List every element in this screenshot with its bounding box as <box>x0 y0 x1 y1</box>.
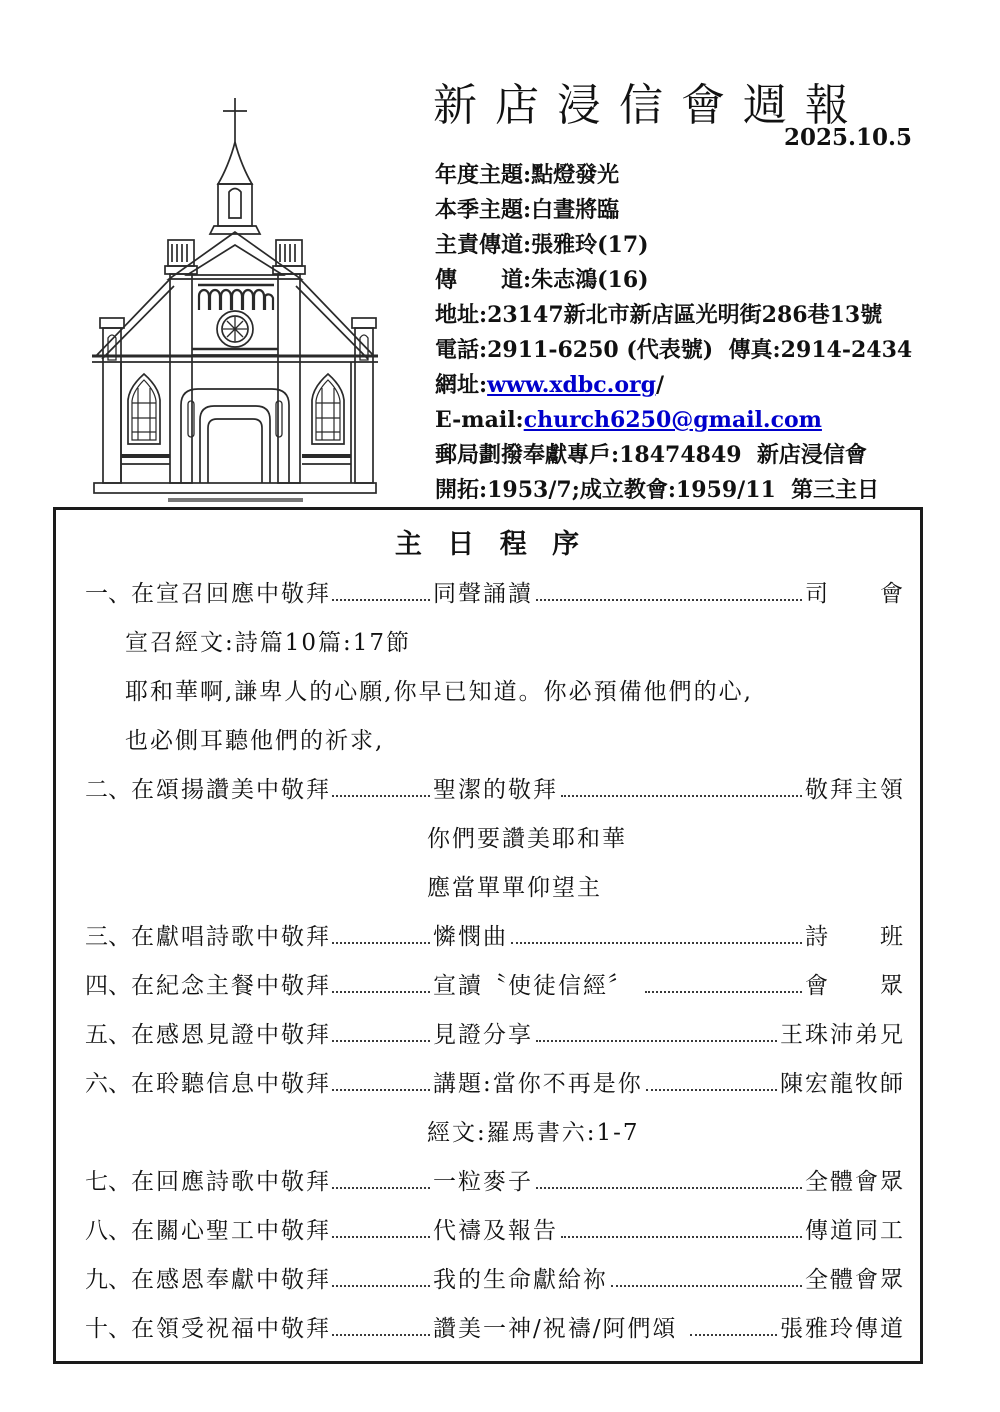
row-content: 我的生命獻給祢 <box>433 1267 608 1293</box>
row-left <box>131 766 433 815</box>
row-item: 在感恩見證中敬拜 <box>131 1022 331 1048</box>
row-left <box>131 913 433 962</box>
row-number: 五、 <box>85 1022 131 1048</box>
church-illustration-svg <box>58 88 420 510</box>
dot-leader <box>561 795 802 797</box>
row-content: 講題:當你不再是你 <box>433 1071 643 1097</box>
program-subline: 經文:羅馬書六:1-7 <box>427 1120 640 1146</box>
dot-leader <box>536 599 802 601</box>
info-label: 本季主題:白晝將臨 <box>435 197 620 223</box>
info-label: 地址:23147新北市新店區光明街286巷13號 <box>435 302 883 328</box>
program-subline: 應當單單仰望主 <box>427 875 602 901</box>
row-number: 七、 <box>85 1169 131 1195</box>
row-content: 見證分享 <box>433 1022 533 1048</box>
church-illustration <box>58 88 420 510</box>
info-line <box>435 333 975 368</box>
info-label: 網址: <box>435 372 488 398</box>
dot-leader <box>645 991 802 993</box>
program-title: 主 日 程 序 <box>394 529 588 560</box>
row-number: 四、 <box>85 973 131 999</box>
program-row <box>85 1305 905 1354</box>
info-line <box>435 228 975 263</box>
row-item: 在聆聽信息中敬拜 <box>131 1071 331 1097</box>
dot-leader <box>332 1040 430 1042</box>
info-link[interactable]: church6250@gmail.com <box>523 407 822 433</box>
program-row <box>85 1207 905 1256</box>
program-lines <box>85 570 905 1354</box>
program-row <box>85 1256 905 1305</box>
row-content: 憐憫曲 <box>433 924 508 950</box>
program-box <box>53 507 923 1364</box>
info-label: 年度主題:點燈發光 <box>435 162 620 188</box>
info-line <box>435 403 975 438</box>
info-label: 開拓:1953/7;成立教會:1959/11 第三主日 <box>435 477 880 503</box>
dot-leader <box>332 599 430 601</box>
row-number: 三、 <box>85 924 131 950</box>
dot-leader <box>332 1236 430 1238</box>
dot-leader <box>536 1040 777 1042</box>
dot-leader <box>646 1089 777 1091</box>
info-label: 電話:2911-6250 (代表號) 傳真:2914-2434 <box>435 337 913 363</box>
row-person: 會 眾 <box>805 973 905 999</box>
program-row <box>85 570 905 619</box>
info-line <box>435 368 975 403</box>
row-number: 十、 <box>85 1316 131 1342</box>
issue-date: 2025.10.5 <box>783 124 912 151</box>
info-label: E-mail: <box>435 407 524 433</box>
row-person: 全體會眾 <box>805 1267 905 1293</box>
dot-leader <box>690 1334 777 1336</box>
info-line <box>435 193 975 228</box>
dot-leader <box>511 942 802 944</box>
row-item: 在感恩奉獻中敬拜 <box>131 1267 331 1293</box>
row-item: 在回應詩歌中敬拜 <box>131 1169 331 1195</box>
dot-leader <box>332 795 430 797</box>
info-label: 郵局劃撥奉獻專戶:18474849 新店浸信會 <box>435 442 867 468</box>
row-person: 張雅玲傳道 <box>780 1316 905 1342</box>
row-left <box>131 1305 433 1354</box>
dot-leader <box>332 942 430 944</box>
dot-leader <box>332 1187 430 1189</box>
info-line <box>435 438 975 473</box>
row-item: 在宣召回應中敬拜 <box>131 581 331 607</box>
row-item: 在領受祝福中敬拜 <box>131 1316 331 1342</box>
program-row <box>85 913 905 962</box>
row-person: 王珠沛弟兄 <box>780 1022 905 1048</box>
row-person: 敬拜主領 <box>805 777 905 803</box>
row-person: 傳道同工 <box>805 1218 905 1244</box>
program-subline: 你們要讚美耶和華 <box>427 826 627 852</box>
program-subline: 耶和華啊,謙卑人的心願,你早已知道。你必預備他們的心, <box>125 679 753 705</box>
row-item: 在頌揚讚美中敬拜 <box>131 777 331 803</box>
row-person: 全體會眾 <box>805 1169 905 1195</box>
row-left <box>131 1207 433 1256</box>
dot-leader <box>332 1089 430 1091</box>
info-line <box>435 473 975 508</box>
church-info-list <box>435 158 975 508</box>
row-number: 六、 <box>85 1071 131 1097</box>
dot-leader <box>561 1236 802 1238</box>
row-person: 陳宏龍牧師 <box>780 1071 905 1097</box>
row-left <box>131 1060 433 1109</box>
dot-leader <box>332 991 430 993</box>
row-content: 聖潔的敬拜 <box>433 777 558 803</box>
program-row <box>85 962 905 1011</box>
row-content: 代禱及報告 <box>433 1218 558 1244</box>
dot-leader <box>611 1285 802 1287</box>
info-suffix: / <box>655 372 665 398</box>
dot-leader <box>536 1187 802 1189</box>
program-row <box>85 766 905 815</box>
row-item: 在紀念主餐中敬拜 <box>131 973 331 999</box>
row-content: 一粒麥子 <box>433 1169 533 1195</box>
program-row <box>85 1060 905 1109</box>
row-item: 在關心聖工中敬拜 <box>131 1218 331 1244</box>
info-label: 主責傳道:張雅玲(17) <box>435 232 649 258</box>
row-number: 八、 <box>85 1218 131 1244</box>
row-content: 宣讀〝使徒信經〞 <box>433 973 643 999</box>
program-subline: 宣召經文:詩篇10篇:17節 <box>125 630 412 656</box>
info-line <box>435 158 975 193</box>
row-number: 二、 <box>85 777 131 803</box>
info-link[interactable]: www.xdbc.org <box>487 372 656 398</box>
program-row <box>85 1011 905 1060</box>
row-left <box>131 1011 433 1060</box>
row-person: 司 會 <box>805 581 905 607</box>
row-left <box>131 962 433 1011</box>
info-line <box>435 298 975 333</box>
dot-leader <box>332 1285 430 1287</box>
row-person: 詩 班 <box>805 924 905 950</box>
row-content: 讚美一神/祝禱/阿們頌 <box>433 1316 687 1342</box>
row-left <box>131 1158 433 1207</box>
program-subline: 也必側耳聽他們的祈求, <box>125 728 385 754</box>
row-left <box>131 570 433 619</box>
info-line <box>435 263 975 298</box>
page-title: 新 店 浸 信 會 週 報 <box>433 80 851 132</box>
program-row <box>85 1158 905 1207</box>
row-number: 一、 <box>85 581 131 607</box>
dot-leader <box>332 1334 430 1336</box>
info-label: 傳 道:朱志鴻(16) <box>435 267 649 293</box>
row-left <box>131 1256 433 1305</box>
row-content: 同聲誦讀 <box>433 581 533 607</box>
row-item: 在獻唱詩歌中敬拜 <box>131 924 331 950</box>
row-number: 九、 <box>85 1267 131 1293</box>
